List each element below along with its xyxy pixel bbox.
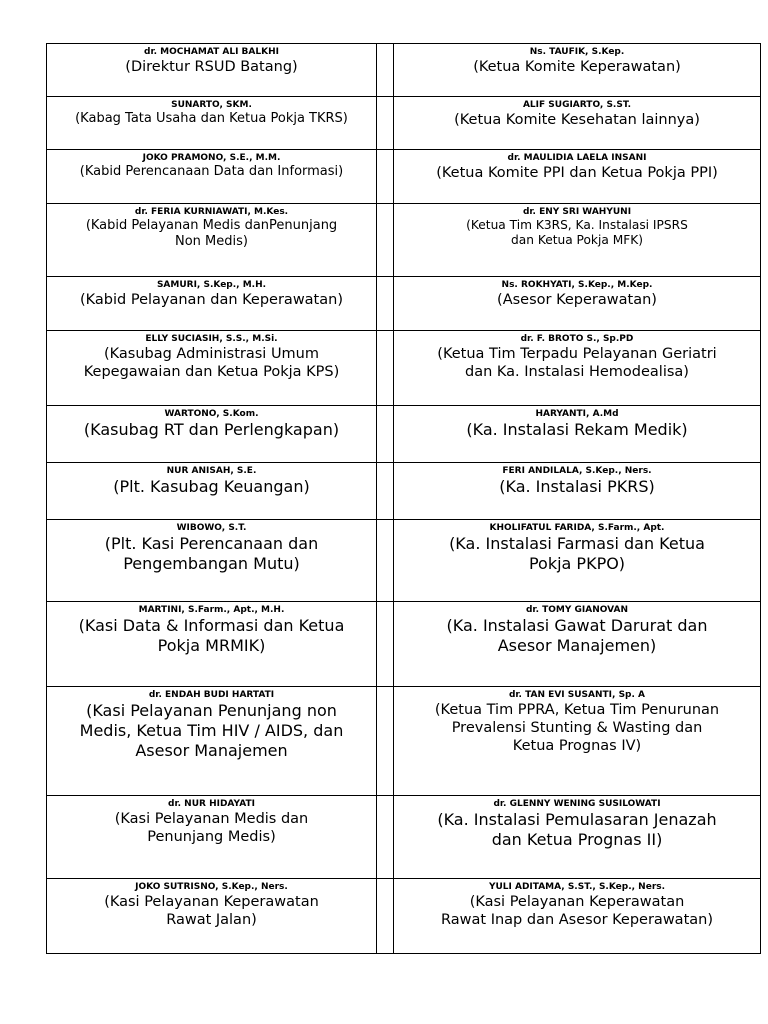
- gap-cell: [377, 406, 394, 463]
- person-role: (Ketua Tim K3RS, Ka. Instalasi IPSRS dan Ketua Pokja MFK): [466, 217, 688, 248]
- table-row: [47, 520, 761, 602]
- table-row: [47, 879, 761, 954]
- right-cell: [394, 602, 761, 687]
- person-role: (Asesor Keperawatan): [497, 291, 657, 308]
- person-name: FERI ANDILALA, S.Kep., Ners.: [502, 466, 652, 476]
- person-role: (Ketua Komite Kesehatan lainnya): [454, 111, 700, 128]
- left-cell: [47, 406, 377, 463]
- gap-cell: [377, 879, 394, 954]
- right-cell: [394, 331, 761, 406]
- right-cell: [394, 687, 761, 796]
- table-row: [47, 150, 761, 204]
- right-cell: [394, 277, 761, 331]
- staff-table: [46, 43, 761, 954]
- table-row: [47, 277, 761, 331]
- gap-cell: [377, 97, 394, 150]
- table-row: [47, 44, 761, 97]
- table-row: [47, 204, 761, 277]
- right-cell: [394, 150, 761, 204]
- person-role: (Ka. Instalasi Farmasi dan Ketua Pokja PKPO): [449, 533, 705, 573]
- table-row: [47, 97, 761, 150]
- gap-cell: [377, 687, 394, 796]
- gap-cell: [377, 331, 394, 406]
- right-cell: [394, 44, 761, 97]
- person-name: JOKO SUTRISNO, S.Kep., Ners.: [135, 882, 288, 892]
- gap-cell: [377, 150, 394, 204]
- person-name: Ns. TAUFIK, S.Kep.: [529, 47, 625, 57]
- person-name: dr. MAULIDIA LAELA INSANI: [507, 153, 647, 163]
- person-name: dr. FERIA KURNIAWATI, M.Kes.: [134, 207, 289, 217]
- right-cell: [394, 520, 761, 602]
- person-name: dr. NUR HIDAYATI: [168, 799, 255, 809]
- left-cell: [47, 463, 377, 520]
- person-name: dr. TOMY GIANOVAN: [525, 605, 629, 615]
- person-name: dr. F. BROTO S., Sp.PD: [520, 334, 634, 344]
- person-name: WIBOWO, S.T.: [176, 523, 247, 533]
- person-role: (Plt. Kasubag Keuangan): [113, 476, 310, 496]
- person-name: YULI ADITAMA, S.ST., S.Kep., Ners.: [488, 882, 666, 892]
- left-cell: [47, 97, 377, 150]
- person-role: (Kabid Pelayanan dan Keperawatan): [80, 291, 343, 308]
- right-cell: [394, 97, 761, 150]
- left-cell: [47, 520, 377, 602]
- left-cell: [47, 331, 377, 406]
- left-cell: [47, 879, 377, 954]
- person-role: (Ketua Komite Keperawatan): [473, 58, 681, 75]
- person-role: (Ka. Instalasi PKRS): [499, 476, 655, 496]
- left-cell: [47, 687, 377, 796]
- person-name: SUNARTO, SKM.: [171, 100, 252, 110]
- person-name: ELLY SUCIASIH, S.S., M.Si.: [145, 334, 278, 344]
- person-role: (Ka. Instalasi Gawat Darurat dan Asesor Manajemen): [446, 615, 708, 655]
- person-role: (Kasubag Administrasi Umum Kepegawaian dan Ketua Pokja KPS): [83, 345, 340, 380]
- gap-cell: [377, 44, 394, 97]
- left-cell: [47, 277, 377, 331]
- person-role: (Ketua Tim PPRA, Ketua Tim Penurunan Prevalensi Stunting & Wasting dan Ketua Prognas IV): [434, 701, 720, 755]
- person-name: dr. ENY SRI WAHYUNI: [522, 207, 632, 217]
- person-role: (Kasi Pelayanan Keperawatan Rawat Jalan): [104, 893, 319, 928]
- table-row: [47, 406, 761, 463]
- person-role: (Kasi Pelayanan Keperawatan Rawat Inap dan Asesor Keperawatan): [441, 893, 713, 928]
- left-cell: [47, 602, 377, 687]
- left-cell: [47, 150, 377, 204]
- person-name: WARTONO, S.Kom.: [164, 409, 259, 419]
- person-role: (Ketua Tim Terpadu Pelayanan Geriatri dan Ka. Instalasi Hemodealisa): [437, 345, 717, 380]
- gap-cell: [377, 463, 394, 520]
- person-name: JOKO PRAMONO, S.E., M.M.: [142, 153, 281, 163]
- person-role: (Ka. Instalasi Pemulasaran Jenazah dan Ketua Prognas II): [437, 809, 717, 849]
- person-name: KHOLIFATUL FARIDA, S.Farm., Apt.: [489, 523, 665, 533]
- table-row: [47, 687, 761, 796]
- gap-cell: [377, 204, 394, 277]
- person-name: HARYANTI, A.Md: [535, 409, 619, 419]
- person-name: MARTINI, S.Farm., Apt., M.H.: [138, 605, 285, 615]
- gap-cell: [377, 602, 394, 687]
- left-cell: [47, 204, 377, 277]
- person-role: (Kasi Pelayanan Medis dan Penunjang Medis): [114, 810, 309, 845]
- right-cell: [394, 463, 761, 520]
- person-name: SAMURI, S.Kep., M.H.: [156, 280, 267, 290]
- gap-cell: [377, 520, 394, 602]
- person-role: (Ketua Komite PPI dan Ketua Pokja PPI): [436, 164, 718, 181]
- person-role: (Kabid Pelayanan Medis danPenunjang Non Medis): [85, 217, 338, 250]
- person-role: (Kasi Pelayanan Penunjang non Medis, Ketua Tim HIV / AIDS, dan Asesor Manajemen: [79, 700, 344, 760]
- person-name: dr. GLENNY WENING SUSILOWATI: [493, 799, 661, 809]
- left-cell: [47, 44, 377, 97]
- right-cell: [394, 406, 761, 463]
- person-role: (Kabid Perencanaan Data dan Informasi): [79, 163, 344, 179]
- person-name: Ns. ROKHYATI, S.Kep., M.Kep.: [501, 280, 653, 290]
- person-role: (Ka. Instalasi Rekam Medik): [466, 419, 688, 439]
- right-cell: [394, 204, 761, 277]
- person-name: ALIF SUGIARTO, S.ST.: [522, 100, 632, 110]
- table-row: [47, 331, 761, 406]
- person-name: dr. TAN EVI SUSANTI, Sp. A: [508, 690, 646, 700]
- gap-cell: [377, 277, 394, 331]
- person-role: (Kabag Tata Usaha dan Ketua Pokja TKRS): [75, 110, 348, 126]
- person-role: (Kasi Data & Informasi dan Ketua Pokja MRMIK): [78, 615, 345, 655]
- person-role: (Kasubag RT dan Perlengkapan): [83, 419, 340, 439]
- gap-cell: [377, 796, 394, 879]
- person-name: dr. MOCHAMAT ALI BALKHI: [144, 47, 279, 57]
- person-name: dr. ENDAH BUDI HARTATI: [148, 690, 275, 700]
- right-cell: [394, 796, 761, 879]
- table-row: [47, 796, 761, 879]
- staff-table-body: [47, 44, 761, 954]
- person-role: (Plt. Kasi Perencanaan dan Pengembangan Mutu): [104, 533, 319, 573]
- left-cell: [47, 796, 377, 879]
- person-role: (Direktur RSUD Batang): [125, 58, 298, 75]
- person-name: NUR ANISAH, S.E.: [166, 466, 257, 476]
- table-row: [47, 463, 761, 520]
- right-cell: [394, 879, 761, 954]
- table-row: [47, 602, 761, 687]
